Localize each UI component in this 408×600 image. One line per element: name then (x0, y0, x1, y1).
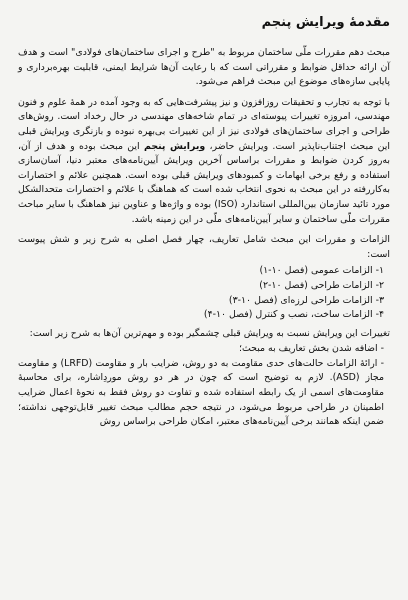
paragraph-background-part2: این مبحث بوده و هدف از آن، به‌روز کردن ضوابط و مقررات براساس آخرین ویرایش آیین‌نامه‌های معتبر دنیا، آسان‌سازی استفاده و رفع برخی ابهامات و کمبودهای ویرایش قبلی بوده است. همچنین علائم و اختصارات به‌کاررفته در این مبحث به نحوی انتخاب شده است که هماهنگ با علائم و اختصارات متحدالشکل مورد تائید سازمان بین‌المللی استاندارد (ISO) بوده و واژه‌ها و عناوین نیز هماهنگ با سایر مباحث مقررات ملّی ساختمان و سایر آیین‌نامه‌های ملّی در این زمینه باشد. (18, 140, 390, 225)
chapter-list (18, 264, 390, 322)
paragraph-background-part1: با توجه به تجارب و تحقیقات روزافزون و نیز پیشرفت‌هایی که به وجود آمده در همهٔ علوم و فنون مهندسی، امروزه تغییرات پیوسته‌ای در تمام شاخه‌های مهندسی در حال رخداد است. روش‌های طراحی و اجرای ساختمان‌های فولادی نیز از این تغییرات بی‌بهره نبوده و بازنگری ویرایش قبلی این مبحث اجتناب‌ناپذیر است. ویرایش حاضر، (18, 96, 391, 152)
paragraph-intro: مبحث دهم مقررات ملّی ساختمان مربوط به "طرح و اجرای ساختمان‌های فولادی" است و هدف آن ارائه حداقل ضوابط و مقرراتی است که با رعایت آن‌ها شرایط ایمنی، قابلیت بهره‌برداری و پایایی سازه‌های موضوع این مبحث فراهم می‌شود. (18, 47, 390, 88)
paragraph-background (18, 96, 390, 227)
paragraph-contents: الزامات و مقررات این مبحث شامل تعاریف، چهار فصل اصلی به شرح زیر و شش پیوست است: (18, 234, 390, 260)
chapter-item: ۳- الزامات طراحی لرزه‌ای (فصل ۱۰-۳) (228, 294, 384, 306)
chapter-item: ۱- الزامات عمومی (فصل ۱۰-۱) (259, 265, 384, 277)
chapter-item: ۴- الزامات ساخت، نصب و کنترل (فصل ۱۰-۴) (203, 309, 384, 321)
changes-list (18, 342, 390, 430)
change-item: - ارائهٔ الزامات حالت‌های حدی مقاومت به دو روش، ضرایب بار و مقاومت (LRFD) و مقاومت مجاز (ASD). لازم به توضیح است که چون در هر دو روش موردِاشاره، برای محاسبهٔ مقاومت‌های اسمی از یک رابطه استفاده شده و تفاوت دو روش فقط به نحوهٔ اعمال ضرایب اطمینان در طراحی مربوط می‌شود، در نتیجه حجم مطالب مبحث تغییر قابل‌توجهی نداشته؛ ضمن اینکه همانند برخی آیین‌نامه‌های معتبر، امکان طراحی براساس روش (18, 357, 385, 428)
change-item: - اضافه شدن بخش تعاریف به مبحث؛ (238, 343, 384, 355)
paragraph-changes: تغییرات این ویرایش نسبت به ویرایش قبلی چشمگیر بوده و مهم‌ترین آن‌ها به شرح زیر است: (29, 327, 390, 339)
fifth-edition-bold-text: ویرایش پنجم (143, 140, 206, 152)
page-title: مقدمهٔ ویرایش پنجم (261, 15, 390, 30)
chapter-item: ۲- الزامات طراحی (فصل ۱۰-۲) (259, 279, 384, 291)
